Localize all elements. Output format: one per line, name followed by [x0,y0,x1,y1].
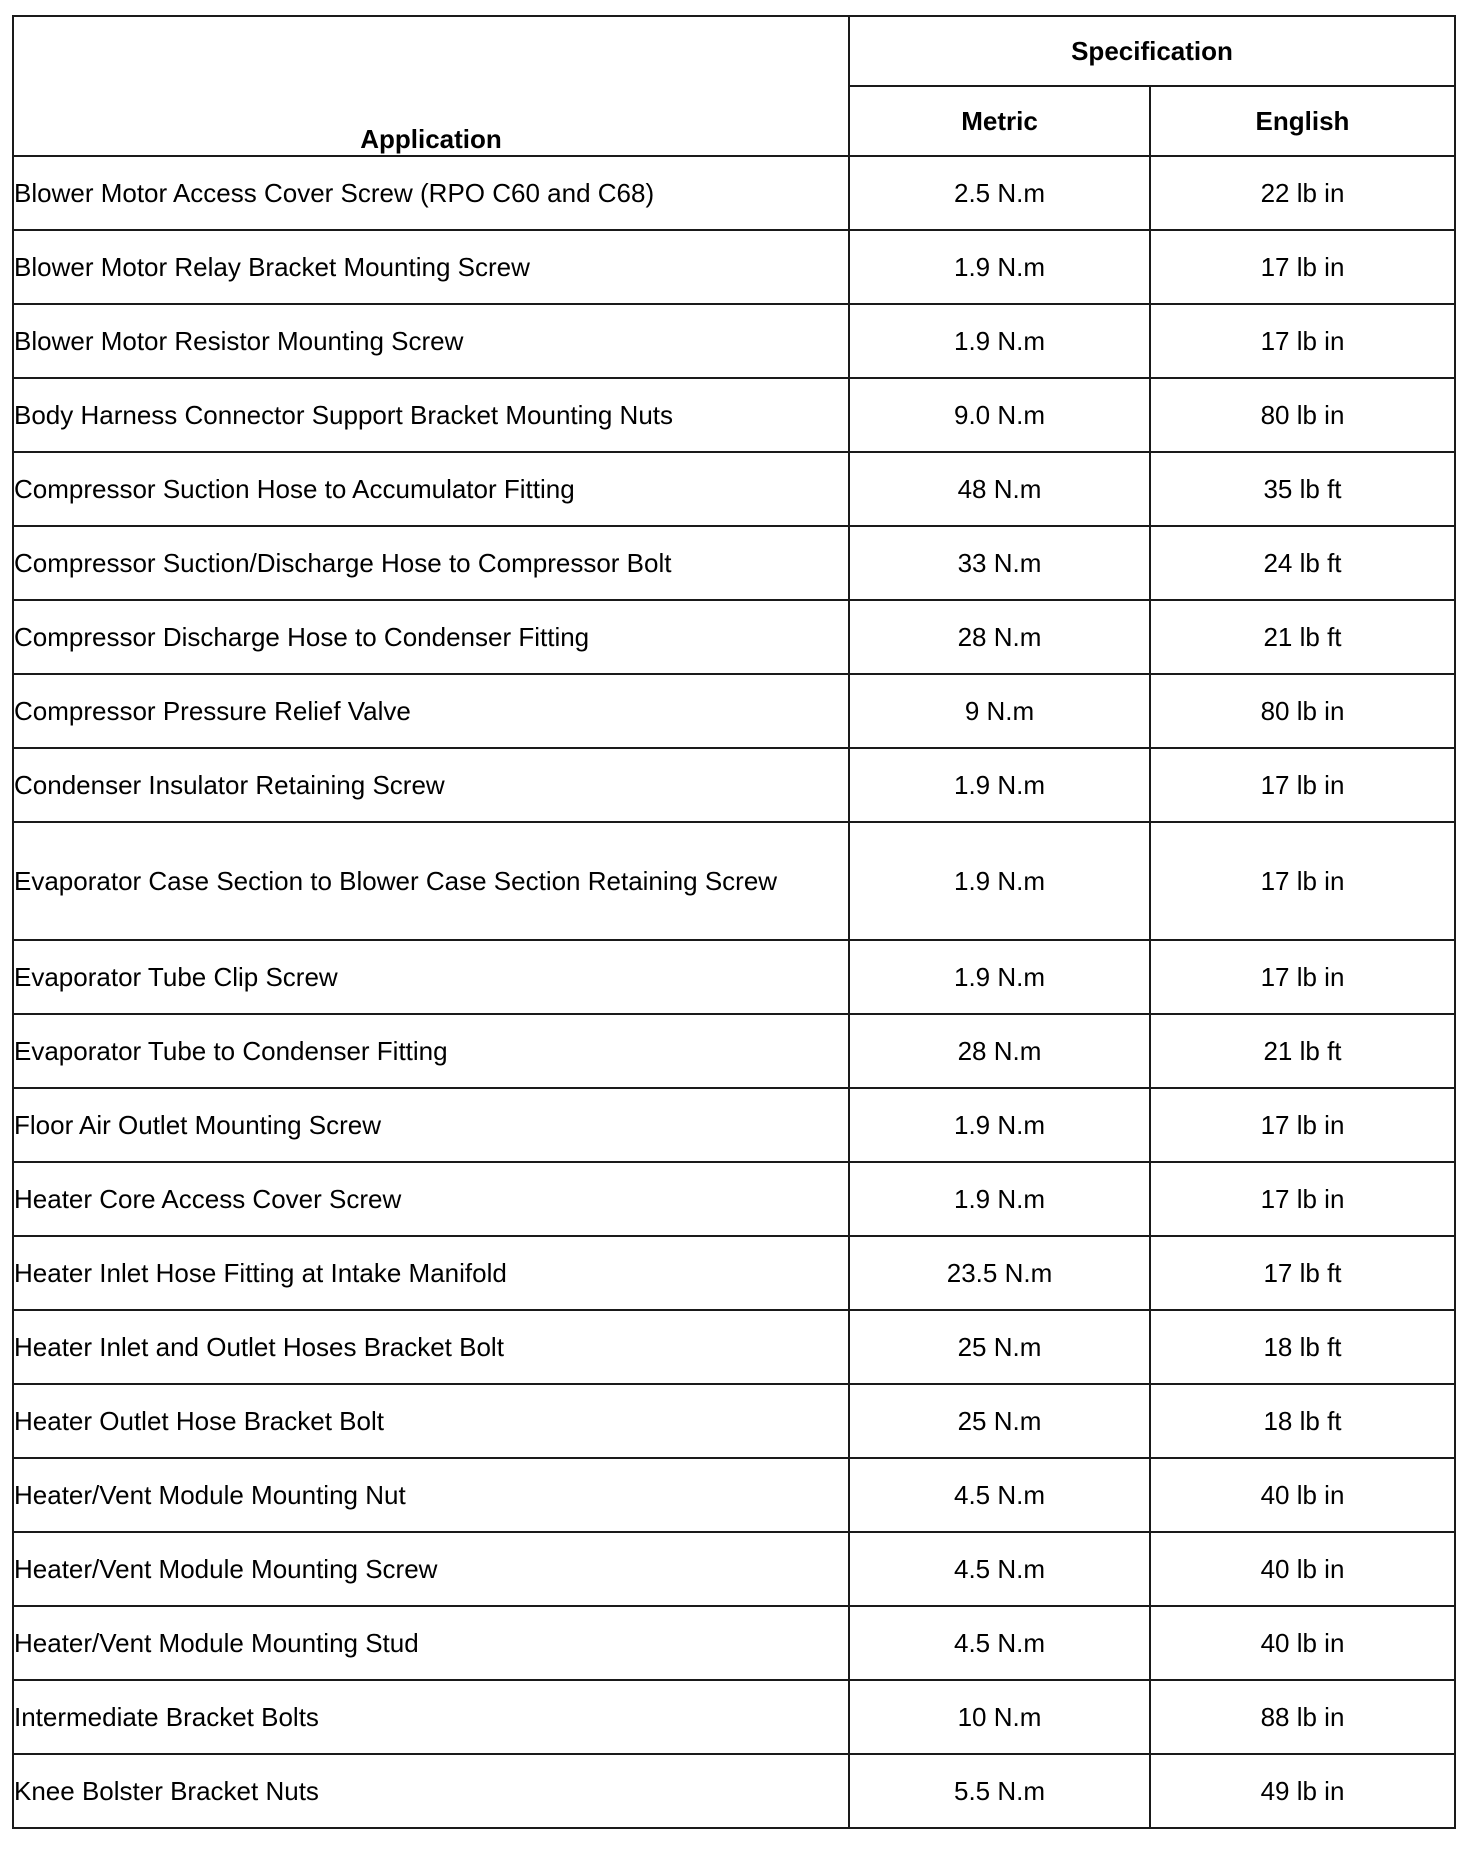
table-row [13,1458,1455,1532]
metric-value-cell: 1.9 N.m [849,822,1150,940]
english-value-cell: 40 lb in [1150,1606,1455,1680]
english-value-cell: 80 lb in [1150,378,1455,452]
table-row [13,1680,1455,1754]
application-cell: Evaporator Tube Clip Screw [13,940,849,1014]
table-row [13,1088,1455,1162]
english-value-cell: 17 lb in [1150,230,1455,304]
application-cell: Compressor Pressure Relief Valve [13,674,849,748]
application-cell: Compressor Discharge Hose to Condenser Fitting [13,600,849,674]
table-header [13,16,1455,156]
metric-value-cell: 4.5 N.m [849,1532,1150,1606]
english-value-cell: 18 lb ft [1150,1384,1455,1458]
application-cell: Heater/Vent Module Mounting Screw [13,1532,849,1606]
application-cell: Blower Motor Relay Bracket Mounting Screw [13,230,849,304]
english-column-header: English [1150,86,1455,156]
english-value-cell: 21 lb ft [1150,1014,1455,1088]
table-row [13,1532,1455,1606]
application-cell: Compressor Suction/Discharge Hose to Compressor Bolt [13,526,849,600]
table-row [13,1310,1455,1384]
metric-column-header: Metric [849,86,1150,156]
application-cell: Heater Core Access Cover Screw [13,1162,849,1236]
english-value-cell: 88 lb in [1150,1680,1455,1754]
table-row [13,1014,1455,1088]
metric-value-cell: 5.5 N.m [849,1754,1150,1828]
table-row [13,674,1455,748]
metric-value-cell: 1.9 N.m [849,304,1150,378]
specification-column-header: Specification [849,16,1455,86]
metric-value-cell: 1.9 N.m [849,1162,1150,1236]
table-row [13,600,1455,674]
table-row [13,230,1455,304]
english-value-cell: 17 lb ft [1150,1236,1455,1310]
table-row [13,940,1455,1014]
table-row [13,1606,1455,1680]
table-row [13,748,1455,822]
table-row [13,1754,1455,1828]
application-cell: Intermediate Bracket Bolts [13,1680,849,1754]
application-cell: Heater Inlet and Outlet Hoses Bracket Bolt [13,1310,849,1384]
english-value-cell: 24 lb ft [1150,526,1455,600]
table-row [13,378,1455,452]
table-row [13,1162,1455,1236]
table-row [13,526,1455,600]
header-row-top [13,16,1455,86]
english-value-cell: 17 lb in [1150,748,1455,822]
metric-value-cell: 25 N.m [849,1310,1150,1384]
metric-value-cell: 9 N.m [849,674,1150,748]
table-body [13,156,1455,1828]
torque-specification-table [12,15,1456,1829]
metric-value-cell: 28 N.m [849,600,1150,674]
english-value-cell: 40 lb in [1150,1532,1455,1606]
english-value-cell: 17 lb in [1150,940,1455,1014]
application-cell: Blower Motor Access Cover Screw (RPO C60 and C68) [13,156,849,230]
metric-value-cell: 48 N.m [849,452,1150,526]
metric-value-cell: 1.9 N.m [849,748,1150,822]
table-row [13,156,1455,230]
table-row [13,452,1455,526]
english-value-cell: 80 lb in [1150,674,1455,748]
application-cell: Heater Outlet Hose Bracket Bolt [13,1384,849,1458]
metric-value-cell: 1.9 N.m [849,230,1150,304]
english-value-cell: 35 lb ft [1150,452,1455,526]
english-value-cell: 40 lb in [1150,1458,1455,1532]
metric-value-cell: 4.5 N.m [849,1458,1150,1532]
english-value-cell: 22 lb in [1150,156,1455,230]
metric-value-cell: 33 N.m [849,526,1150,600]
metric-value-cell: 1.9 N.m [849,1088,1150,1162]
application-cell: Heater/Vent Module Mounting Stud [13,1606,849,1680]
english-value-cell: 21 lb ft [1150,600,1455,674]
application-cell: Condenser Insulator Retaining Screw [13,748,849,822]
application-cell: Heater Inlet Hose Fitting at Intake Manifold [13,1236,849,1310]
english-value-cell: 17 lb in [1150,1088,1455,1162]
metric-value-cell: 9.0 N.m [849,378,1150,452]
application-cell: Blower Motor Resistor Mounting Screw [13,304,849,378]
application-cell: Knee Bolster Bracket Nuts [13,1754,849,1828]
english-value-cell: 17 lb in [1150,304,1455,378]
application-cell: Evaporator Case Section to Blower Case Section Retaining Screw [13,822,849,940]
metric-value-cell: 23.5 N.m [849,1236,1150,1310]
metric-value-cell: 2.5 N.m [849,156,1150,230]
metric-value-cell: 1.9 N.m [849,940,1150,1014]
table-row [13,304,1455,378]
application-cell: Heater/Vent Module Mounting Nut [13,1458,849,1532]
application-cell: Evaporator Tube to Condenser Fitting [13,1014,849,1088]
english-value-cell: 17 lb in [1150,822,1455,940]
metric-value-cell: 28 N.m [849,1014,1150,1088]
english-value-cell: 49 lb in [1150,1754,1455,1828]
application-cell: Floor Air Outlet Mounting Screw [13,1088,849,1162]
table-row [13,1236,1455,1310]
metric-value-cell: 4.5 N.m [849,1606,1150,1680]
english-value-cell: 18 lb ft [1150,1310,1455,1384]
table-row [13,822,1455,940]
application-column-header: Application [13,16,849,156]
metric-value-cell: 25 N.m [849,1384,1150,1458]
application-cell: Compressor Suction Hose to Accumulator Fitting [13,452,849,526]
metric-value-cell: 10 N.m [849,1680,1150,1754]
english-value-cell: 17 lb in [1150,1162,1455,1236]
table-row [13,1384,1455,1458]
application-cell: Body Harness Connector Support Bracket Mounting Nuts [13,378,849,452]
